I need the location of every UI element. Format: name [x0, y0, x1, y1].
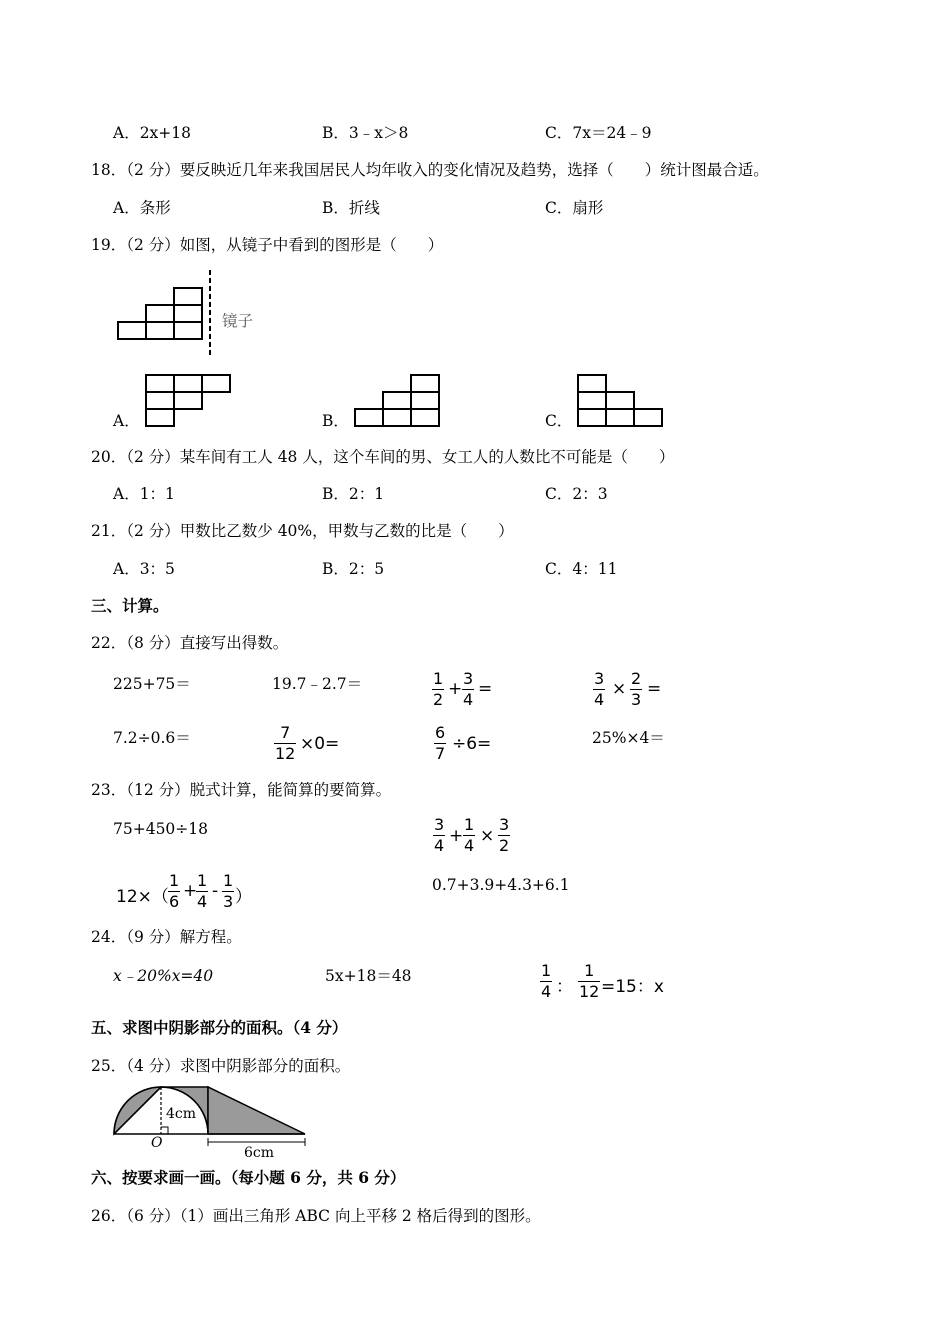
q23-stem: 23．（12 分）脱式计算，能简算的要简算。: [91, 781, 392, 799]
q18-option-a: A．条形: [113, 199, 171, 217]
q23-expr-2-frac-2: 1 4: [464, 815, 475, 855]
q22-expr-3-frac-2: 3 4: [463, 669, 474, 709]
q25-shaded-figure: [108, 1082, 318, 1162]
q23-expr-4: 0.7+3.9+4.3+6.1: [432, 876, 570, 894]
q23-expr-2-op-2: ×: [480, 826, 495, 846]
q22-expr-3-tail: =: [478, 679, 493, 699]
q24-equation-3-sep: ：: [556, 977, 573, 997]
q23-expr-3-op-1: +: [183, 881, 198, 901]
q22-expr-4-tail: =: [647, 679, 662, 699]
q22-expr-7-tail: ÷6=: [452, 734, 492, 754]
q23-expr-3-frac-2: 1 4: [197, 871, 208, 911]
q22-expr-6-frac: 7 12: [275, 723, 296, 763]
q23-expr-3-frac-3: 1 3: [223, 871, 234, 911]
q20-stem: 20．（2 分）某车间有工人 48 人，这个车间的男、女工人的人数比不可能是（ ）: [91, 448, 675, 466]
q22-stem: 22．（8 分）直接写出得数。: [91, 634, 289, 652]
q24-stem: 24．（9 分）解方程。: [91, 928, 242, 946]
q24-equation-3-frac-1: 1 4: [541, 961, 552, 1001]
q23-expr-2-frac-3: 3 2: [499, 815, 510, 855]
q26-stem: 26．（6 分）（1）画出三角形 ABC 向上平移 2 格后得到的图形。: [91, 1207, 541, 1225]
q22-expr-4-frac-2: 2 3: [631, 669, 642, 709]
q22-expr-5: 7.2÷0.6＝: [113, 729, 191, 747]
q22-expr-2: 19.7﹣2.7＝: [272, 675, 363, 693]
q23-expr-3-suffix: ）: [235, 887, 252, 907]
q22-expr-3-op: +: [448, 679, 463, 699]
q25-stem: 25．（4 分）求图中阴影部分的面积。: [91, 1057, 351, 1075]
q23-expr-2-frac-1: 3 4: [434, 815, 445, 855]
q24-equation-2: 5x+18＝48: [325, 967, 412, 985]
q25-height-label: 4cm: [166, 1106, 197, 1122]
q23-expr-1: 75+450÷18: [113, 820, 209, 838]
q22-expr-4-frac-1: 3 4: [594, 669, 605, 709]
q25-width-label: 6cm: [244, 1145, 275, 1161]
q22-expr-7-frac: 6 7: [435, 723, 446, 763]
q19-option-b: B．: [322, 412, 349, 430]
q19-stem: 19．（2 分）如图，从镜子中看到的图形是（ ）: [91, 236, 444, 254]
q18-option-c: C．扇形: [545, 199, 604, 217]
q23-expr-3-frac-1: 1 6: [169, 871, 180, 911]
q19-option-c: C．: [545, 412, 573, 430]
q20-option-a: A．1：1: [113, 485, 175, 503]
q19-option-b-figure: [354, 373, 444, 428]
q22-expr-3-frac-1: 1 2: [433, 669, 444, 709]
q24-equation-3-tail: =15：x: [601, 977, 664, 997]
q17-option-c: C．7x＝24﹣9: [545, 124, 652, 142]
section-5-heading: 五、求图中阴影部分的面积。（4 分）: [91, 1018, 348, 1037]
q24-equation-3-frac-2: 1 12: [579, 961, 600, 1001]
q17-option-b: B．3﹣x＞8: [322, 124, 409, 142]
q24-equation-1: x﹣20%x=40: [113, 967, 214, 985]
q23-expr-2-op-1: +: [449, 826, 464, 846]
q22-expr-1: 225+75＝: [113, 675, 191, 693]
q21-option-c: C．4：11: [545, 560, 618, 578]
q18-option-b: B．折线: [322, 199, 380, 217]
section-3-heading: 三、计算。: [91, 596, 169, 615]
q23-expr-3-op-2: -: [212, 881, 219, 901]
q21-stem: 21．（2 分）甲数比乙数少 40%，甲数与乙数的比是（ ）: [91, 522, 514, 540]
q19-option-a: A．: [113, 412, 140, 430]
q25-center-label: O: [151, 1135, 163, 1151]
q22-expr-8: 25%×4＝: [592, 729, 665, 747]
q21-option-b: B．2：5: [322, 560, 385, 578]
q19-option-a-figure: [145, 373, 235, 428]
q22-expr-4-op: ×: [612, 679, 627, 699]
q20-option-c: C．2：3: [545, 485, 608, 503]
q21-option-a: A．3：5: [113, 560, 175, 578]
section-6-heading: 六、按要求画一画。（每小题 6 分，共 6 分）: [91, 1168, 406, 1187]
q19-option-c-figure: [577, 373, 667, 428]
q22-expr-6-tail: ×0=: [300, 734, 340, 754]
mirror-label: 镜子: [222, 312, 254, 330]
q17-option-a: A．2x+18: [113, 124, 192, 142]
q20-option-b: B．2：1: [322, 485, 385, 503]
q18-stem: 18．（2 分）要反映近几年来我国居民人均年收入的变化情况及趋势，选择（ ）统计图最合适。: [91, 161, 769, 179]
q23-expr-3-prefix: 12×（: [116, 887, 169, 907]
